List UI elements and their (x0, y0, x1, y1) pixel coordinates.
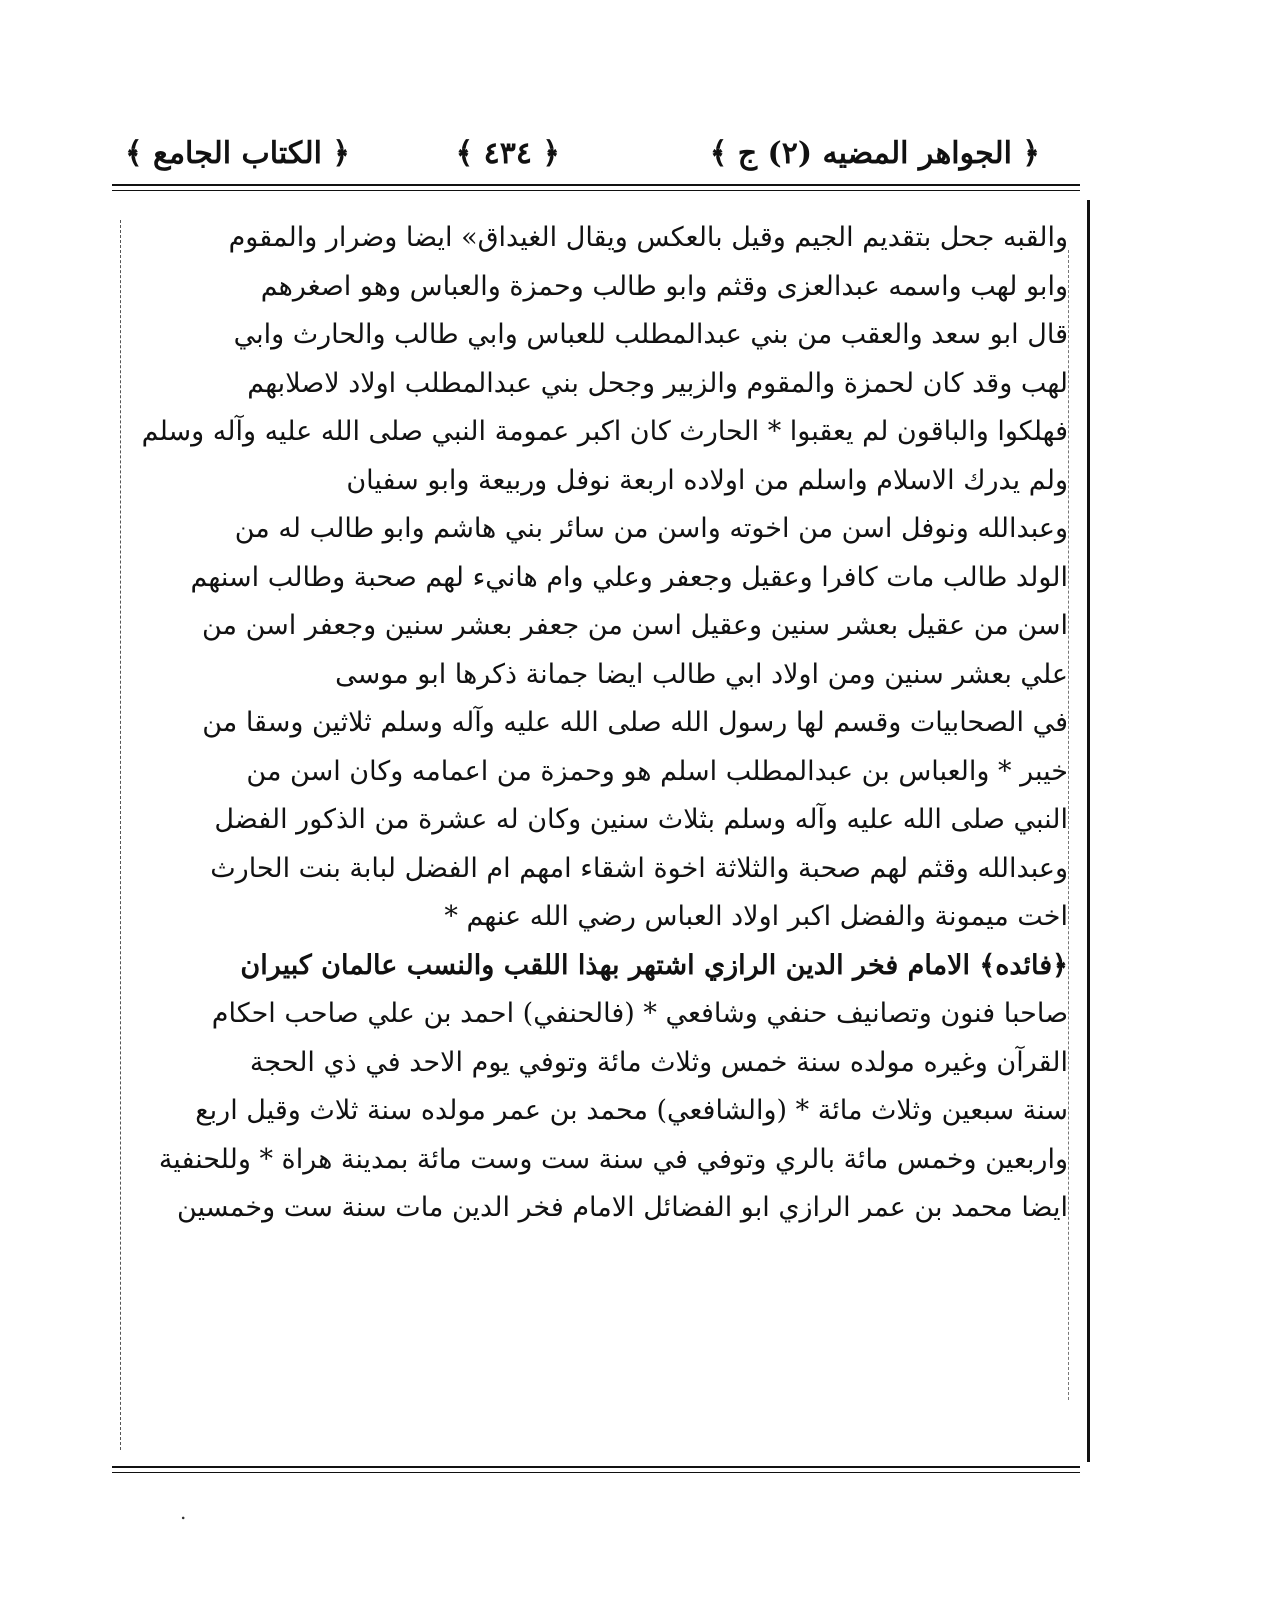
text-line: لهب وقد كان لحمزة والمقوم والزبير وجحل بني عبدالمطلب اولاد لاصلابهم (247, 367, 1068, 399)
text-line: فهلكوا والباقون لم يعقبوا * الحارث كان اكبر عمومة النبي صلى الله عليه وآله وسلم (141, 416, 1068, 447)
footer-rule-thin (112, 1472, 1080, 1473)
text-line: اسن من عقيل بعشر سنين وعقيل اسن من جعفر بعشر سنين وجعفر اسن من (202, 610, 1068, 641)
text-line: ايضا محمد بن عمر الرازي ابو الفضائل الامام فخر الدين مات سنة ست وخمسين (177, 1192, 1068, 1223)
main-text (128, 214, 1068, 1233)
footer-mark: . (180, 1500, 187, 1524)
text-line: القرآن وغيره مولده سنة خمس وثلاث مائة وتوفي يوم الاحد في ذي الحجة (249, 1046, 1068, 1078)
text-line: قال ابو سعد والعقب من بني عبدالمطلب للعباس وابي طالب والحارث وابي (233, 319, 1068, 350)
header-rule-thin (112, 190, 1080, 191)
right-inner-frame-line (1068, 250, 1070, 1400)
text-line: وعبدالله ونوفل اسن من اخوته واسن من سائر بني هاشم وابو طالب له من (234, 513, 1068, 544)
text-line: وابو لهب واسمه عبدالعزى وقثم وابو طالب وحمزة والعباس وهو اصغرهم (260, 270, 1068, 302)
text-line: علي بعشر سنين ومن اولاد ابي طالب ايضا جمانة ذكرها ابو موسى (335, 658, 1068, 690)
text-line: في الصحابيات وقسم لها رسول الله صلى الله عليه وآله وسلم ثلاثين وسقا من (202, 707, 1068, 738)
text-line: خيبر * والعباس بن عبدالمطلب اسلم هو وحمزة من اعمامه وكان اسن من (246, 755, 1068, 787)
text-line: سنة سبعين وثلاث مائة * (والشافعي) محمد بن عمر مولده سنة ثلاث وقيل اربع (195, 1095, 1068, 1126)
header-rule (112, 184, 1080, 186)
running-header (125, 132, 1040, 176)
text-line: واربعين وخمس مائة بالري وتوفي في سنة ست وست مائة بمدينة هراة * وللحنفية (158, 1143, 1068, 1175)
text-line: الولد طالب مات كافرا وعقيل وجعفر وعلي وام هانيء لهم صحبة وطالب اسنهم (190, 561, 1068, 593)
text-line: والقبه جحل بتقديم الجيم وقيل بالعكس ويقال الغيداق» ايضا وضرار والمقوم (228, 222, 1068, 253)
text-line: اخت ميمونة والفضل اكبر اولاد العباس رضي الله عنهم * (444, 901, 1068, 932)
chapter-title: ﴿ الكتاب الجامع ﴾ (125, 136, 350, 171)
book-title: ﴿ الجواهر المضيه (٢) ج ﴾ (709, 136, 1040, 171)
footer-rule (112, 1466, 1080, 1468)
text-line: ولم يدرك الاسلام واسلم من اولاده اربعة نوفل وربيعة وابو سفيان (346, 464, 1068, 496)
right-frame-line (1087, 200, 1090, 1462)
page-number: ﴿ ٤٣٤ ﴾ (455, 136, 560, 171)
text-line-fa-ida: ﴿فائده﴾ الامام فخر الدين الرازي اشتهر بهذا اللقب والنسب عالمان كبيران (240, 949, 1068, 981)
text-line: النبي صلى الله عليه وآله وسلم بثلاث سنين وكان له عشرة من الذكور الفضل (214, 804, 1068, 835)
left-frame-line (120, 220, 122, 1450)
text-line: وعبدالله وقثم لهم صحبة والثلاثة اخوة اشقاء امهم ام الفضل لبابة بنت الحارث (210, 852, 1068, 884)
text-line: صاحبا فنون وتصانيف حنفي وشافعي * (فالحنفي) احمد بن علي صاحب احكام (211, 998, 1068, 1029)
